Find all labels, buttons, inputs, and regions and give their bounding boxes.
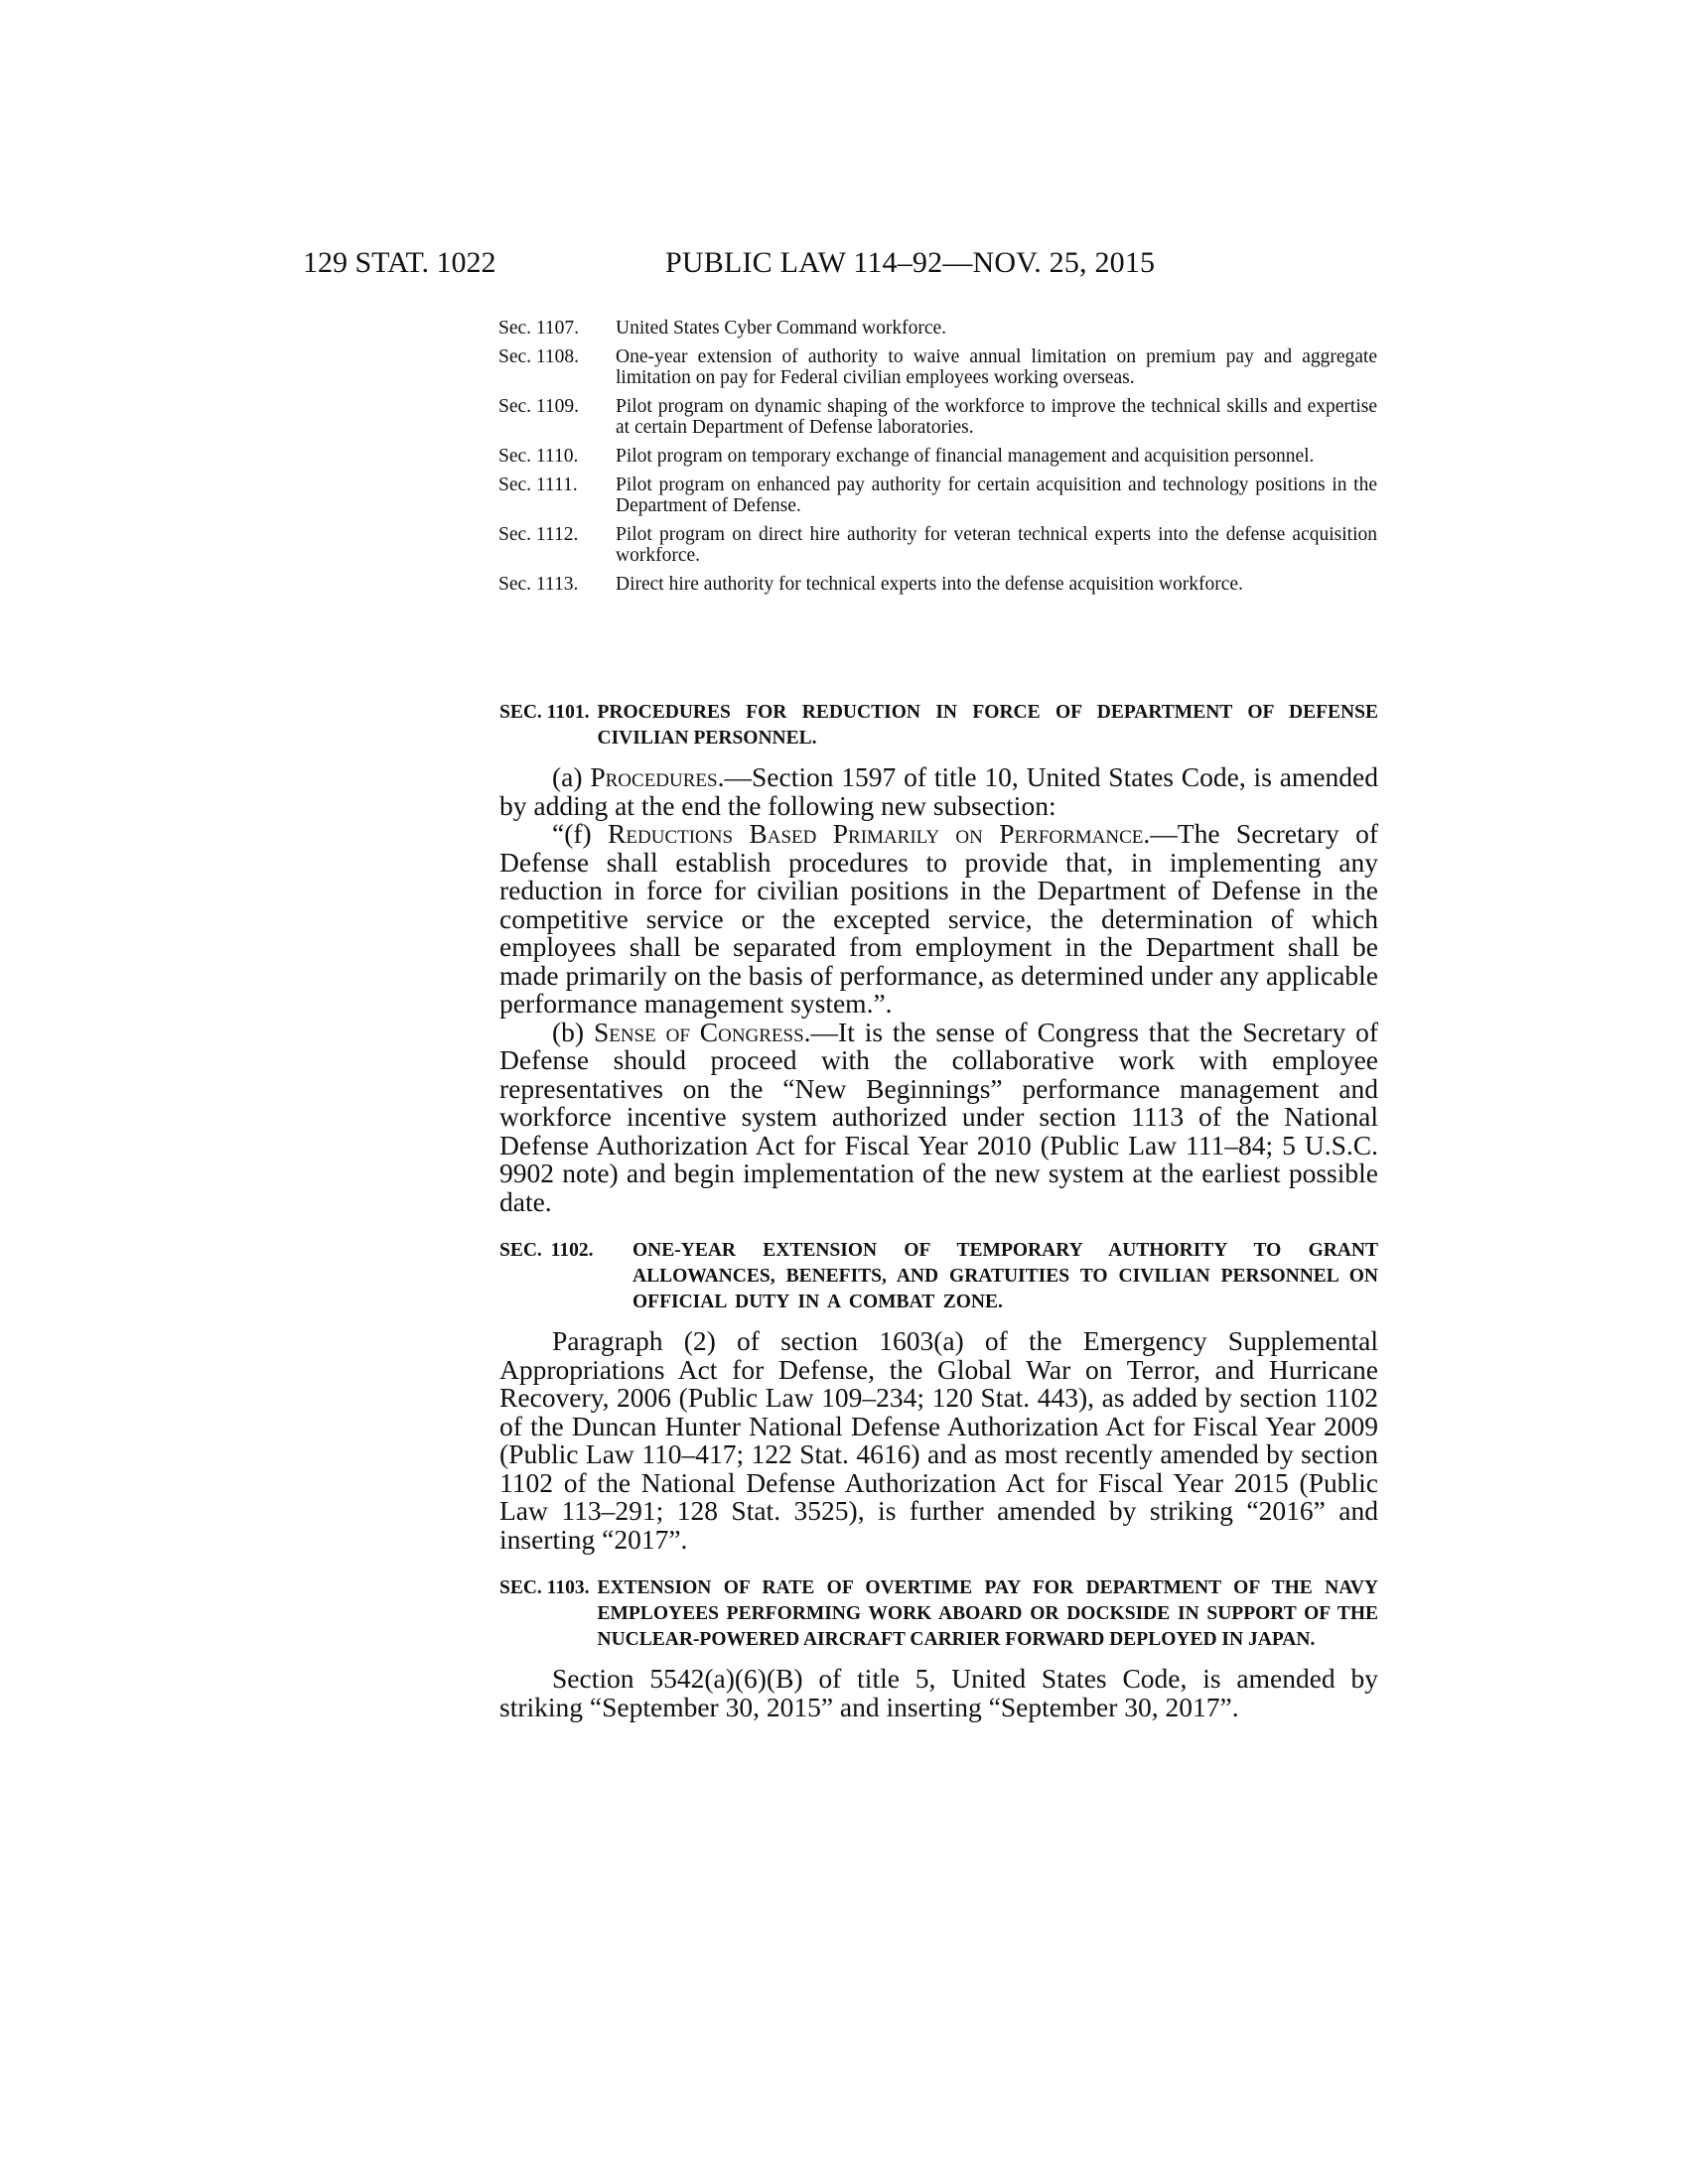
toc-section-number: Sec. 1110. [498, 446, 579, 467]
toc-entry [498, 396, 1377, 438]
page-header [303, 246, 1385, 286]
section-title: EXTENSION OF RATE OF OVERTIME PAY FOR DEPARTMENT OF THE NAVY EMPLOYEES PERFORMING WORK ABOARD OR DOCKSIDE IN SUPPORT OF THE NUCLEAR-POWERED AIRCRAFT CARRIER FORWARD DEPLOYED IN JAPAN. [597, 1577, 1378, 1650]
subsection-label: (b) [552, 1016, 594, 1047]
document-body [499, 700, 1378, 1721]
subsection-a-procedures [499, 763, 1378, 820]
toc-entry [498, 346, 1377, 388]
toc-section-title: Pilot program on enhanced pay authority for certain acquisition and technology positions in the Department of Defense. [616, 475, 1377, 516]
subsection-heading: Procedures [590, 761, 718, 792]
subsection-label: “(f) [552, 818, 609, 849]
subsection-label: (a) [552, 761, 591, 792]
toc-section-title: Pilot program on dynamic shaping of the workforce to improve the technical skills and expertise at certain Department of Defense laboratories. [616, 396, 1377, 438]
section-heading-1103 [499, 1575, 1378, 1653]
toc-section-number: Sec. 1108. [498, 346, 580, 367]
subsection-text: .—The Secretary of Defense shall establish procedures to provide that, in implementing any reduction in force for civilian positions in the Department of Defense in the competitive service or the excepted service, the determination of which employees shall be separated from employment in the Department shall be made primarily on the basis of performance, as determined under any applicable performance management system.”. [499, 818, 1378, 1019]
section-heading-1101 [499, 700, 1378, 751]
subsection-heading: Sense of Congress [593, 1016, 804, 1047]
section-number: SEC. 1102. [499, 1240, 594, 1261]
toc-entry [498, 524, 1377, 566]
toc-entry [498, 446, 1377, 467]
toc-section-title: Pilot program on temporary exchange of financial management and acquisition personnel. [616, 446, 1315, 467]
toc-section-number: Sec. 1109. [498, 396, 580, 417]
section-1103-text: Section 5542(a)(6)(B) of title 5, United States Code, is amended by striking “September 30, 2015” and inserting “September 30, 2017”. [499, 1663, 1378, 1722]
section-spacer [499, 1554, 1378, 1575]
toc-entry [498, 318, 1377, 339]
subsection-b-sense-of-congress [499, 1016, 1378, 1217]
toc-section-title: Direct hire authority for technical experts into the defense acquisition workforce. [616, 574, 1243, 595]
section-number: SEC. 1103. [499, 1577, 590, 1598]
statute-citation: 129 STAT. 1022 [303, 246, 496, 279]
section-number: SEC. 1101. [499, 702, 590, 723]
section-title: ONE-YEAR EXTENSION OF TEMPORARY AUTHORITY TO GRANT ALLOWANCES, BENEFITS, AND GRATUITIES TO CIVILIAN PERSONNEL ON OFFICIAL DUTY IN A COMBAT ZONE. [633, 1240, 1378, 1312]
toc-section-title: Pilot program on direct hire authority for veteran technical experts into the defense acquisition workforce. [616, 524, 1377, 566]
subsection-f-reductions [499, 820, 1378, 1019]
toc-section-number: Sec. 1112. [498, 524, 579, 545]
table-of-contents [498, 318, 1377, 603]
toc-entry [498, 475, 1377, 516]
toc-section-title: One-year extension of authority to waive annual limitation on premium pay and aggregate limitation on pay for Federal civilian employees working overseas. [616, 346, 1377, 388]
toc-entry [498, 574, 1377, 595]
toc-section-title: United States Cyber Command workforce. [616, 318, 947, 339]
section-heading-1102 [499, 1238, 1378, 1315]
section-spacer [499, 1216, 1378, 1238]
subsection-text: .—It is the sense of Congress that the Secretary of Defense should proceed with the collaborative work with employee representatives on the “New Beginnings” performance management and workforce incentive system authorized under section 1113 of the National Defense Authorization Act for Fiscal Year 2010 (Public Law 111–84; 5 U.S.C. 9902 note) and begin implementation of the new system at the earliest possible date. [499, 1016, 1378, 1217]
public-law-citation: PUBLIC LAW 114–92—NOV. 25, 2015 [665, 246, 1156, 279]
toc-section-number: Sec. 1107. [498, 318, 580, 339]
toc-section-number: Sec. 1113. [498, 574, 579, 595]
section-title: PROCEDURES FOR REDUCTION IN FORCE OF DEPARTMENT OF DEFENSE CIVILIAN PERSONNEL. [597, 702, 1378, 749]
subsection-text: .—Section 1597 of title 10, United States Code, is amended by adding at the end the following new subsection: [499, 761, 1378, 821]
section-1102-text: Paragraph (2) of section 1603(a) of the Emergency Supplemental Appropriations Act for Defense, the Global War on Terror, and Hurricane Recovery, 2006 (Public Law 109–234; 120 Stat. 443), as added by section 1102 of the Duncan Hunter National Defense Authorization Act for Fiscal Year 2009 (Public Law 110–417; 122 Stat. 4616) and as most recently amended by section 1102 of the National Defense Authorization Act for Fiscal Year 2015 (Public Law 113–291; 128 Stat. 3525), is further amended by striking “2016” and inserting “2017”. [499, 1325, 1378, 1555]
subsection-heading: Reductions Based Primarily on Performance [608, 818, 1144, 849]
toc-section-number: Sec. 1111. [498, 475, 578, 495]
